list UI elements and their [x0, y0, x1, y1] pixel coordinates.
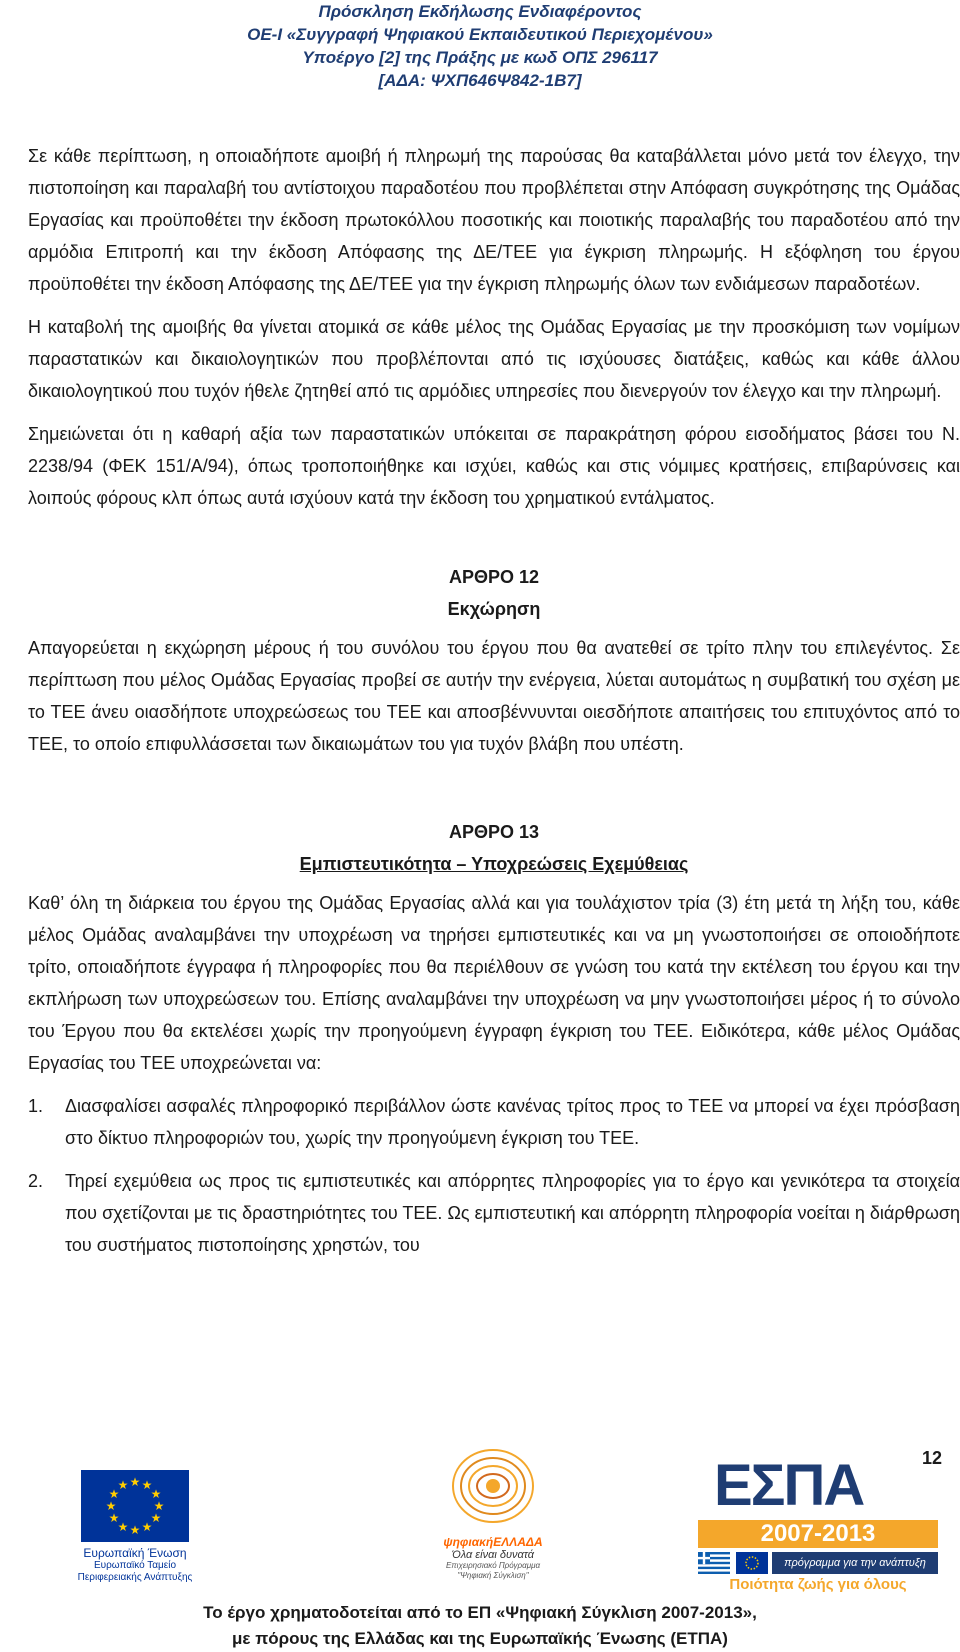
svg-text:★: ★ — [150, 1487, 162, 1501]
eu-caption-fund: Ευρωπαϊκό Ταμείο — [93, 1560, 177, 1571]
paragraph-assignment: Απαγορεύεται η εκχώρηση μέρους ή του συνόλου του έργου που θα ανατεθεί σε τρίτο πλην του επιλεγέντος. Σε περίπτωση που μέλος Ομάδας Εργασίας προβεί σε αυτήν την ενέργεια, λύεται αυτομάτως η συμβατική του σχέση με το ΤΕΕ άνευ οιασδήποτε υποχρεώσεως του ΤΕΕ και αποσβέννυνται οιεσδήποτε απαιτήσεις του επιτυχόντος από το ΤΕΕ, το οποίο επιφυλλάσσεται των δικαιωμάτων του για τυχόν βλάβη που υπέστη. — [28, 638, 960, 754]
page-number: 12 — [921, 1448, 942, 1468]
list-item-text: Διασφαλίσει ασφαλές πληροφορικό περιβάλλον ώστε κανένας τρίτος προς το ΤΕΕ να μπορεί να έχει πρόσβαση στο δίκτυο πληροφοριών του, χωρίς την προηγούμενη έγκριση του ΤΕΕ. — [65, 1096, 960, 1148]
eu-flag-small-icon — [736, 1552, 768, 1574]
list-item — [28, 1165, 960, 1261]
funding-footer — [0, 1600, 960, 1652]
eu-logo — [50, 1470, 220, 1584]
list-item-text: Τηρεί εχεμύθεια ως προς τις εμπιστευτικές και απόρρητες πληροφορίες για το έργο και γενικότερα τα στοιχεία που σχετίζονται με τις δραστηριότητες του ΤΕΕ. Ως εμπιστευτική και απόρρητη πληροφορία νοείται η διάρθρωση του συστήματος πιστοποίησης χρηστών, του — [65, 1171, 960, 1255]
digital-greece-swirl-icon — [438, 1440, 548, 1530]
svg-text:★: ★ — [105, 1499, 117, 1513]
svg-text:★: ★ — [129, 1523, 141, 1537]
greek-flag-icon — [698, 1552, 730, 1574]
header-line-3: Υποέργο [2] της Πράξης με κωδ ΟΠΣ 296117 — [302, 48, 658, 67]
logo-strip — [28, 1440, 932, 1593]
eu-caption-development: Περιφερειακής Ανάπτυξης — [77, 1572, 193, 1583]
svg-text:★: ★ — [129, 1475, 141, 1489]
espa-years: 2007-2013 — [698, 1520, 938, 1548]
digital-greece-program: Επιχειρησιακό Πρόγραμμα — [445, 1561, 541, 1570]
digital-greece-title: ψηφιακήΕΛΛΑΔΑ — [443, 1535, 543, 1549]
document-header — [0, 0, 960, 92]
svg-text:★: ★ — [108, 1511, 120, 1525]
digital-greece-slogan: Όλα είναι δυνατά — [451, 1549, 535, 1561]
paragraph-confidentiality: Καθ’ όλη τη διάρκεια του έργου της Ομάδας Εργασίας αλλά και για τουλάχιστον τρία (3) έτη μετά τη λήξη του, κάθε μέλος Ομάδας αναλαμβάνει την υποχρέωση να τηρήσει εμπιστευτικές και να μη γνωστοποιήσει σε οποιοδήποτε τρίτο, οποιαδήποτε έγγραφα ή πληροφορίες που θα περιέλθουν σε γνώση του κατά την εκτέλεση του έργου και την εκπλήρωση των υποχρεώσεων του. Επίσης αναλαμβάνει την υποχρέωση να μην γνωστοποιήσει μέρος ή το σύνολο του Έργου που θα εκτελέσει χωρίς την προηγούμενη έγγραφη έγκριση του ΤΕΕ. Ειδικότερα, κάθε μέλος Ομάδας Εργασίας του ΤΕΕ υποχρεώνεται να: — [28, 893, 960, 1073]
svg-text:★: ★ — [117, 1520, 129, 1534]
eu-caption-union: Ευρωπαϊκή Ένωση — [83, 1546, 187, 1560]
list-item-number: 2. — [28, 1171, 44, 1191]
footer-line-2: με πόρους της Ελλάδας και της Ευρωπαϊκής Ένωσης (ΕΤΠΑ) — [232, 1629, 728, 1648]
svg-text:★: ★ — [141, 1520, 153, 1534]
article-13-number: ΑΡΘΡΟ 13 — [448, 822, 540, 842]
document-body — [28, 140, 960, 1272]
article-13-title: Εμπιστευτικότητα – Υποχρεώσεις Εχεμύθειας — [299, 854, 689, 874]
espa-wordmark: ΕΣΠΑ — [714, 1453, 864, 1518]
paragraph-payment-conditions: Σε κάθε περίπτωση, η οποιαδήποτε αμοιβή ή πληρωμή της παρούσας θα καταβάλλεται μόνο μετά τον έλεγχο, την πιστοποίηση και παραλαβή του αντίστοιχου παραδοτέου που προβλέπεται στην Απόφαση συγκρότησης της Ομάδας Εργασίας και προϋποθέτει την έκδοση πρωτοκόλλου ποσοτικής και ποιοτικής παραλαβής του παραδοτέου από την αρμόδια Επιτροπή και την έκδοση Απόφασης της ΔΕ/ΤΕΕ για έγκριση πληρωμής. Η εξόφληση του έργου προϋποθέτει την έκδοση Απόφασης της ΔΕ/ΤΕΕ για την έγκριση πληρωμής όλων των ενδιάμεσων παραδοτέων. — [28, 146, 960, 294]
svg-text:★: ★ — [150, 1511, 162, 1525]
espa-program-tagline: πρόγραμμα για την ανάπτυξη — [772, 1552, 938, 1574]
svg-text:★: ★ — [108, 1487, 120, 1501]
paragraph-payment-method: Η καταβολή της αμοιβής θα γίνεται ατομικά σε κάθε μέλος της Ομάδας Εργασίας με την προσκόμιση των νομίμων παραστατικών και δικαιολογητικών που προβλέπονται από τις ισχύουσες διατάξεις, καθώς και κάθε άλλου δικαιολογητικού που τυχόν ήθελε ζητηθεί από τις αρμόδιες υπηρεσίες που διενεργούν τον έλεγχο και την πληρωμή. — [28, 317, 960, 401]
article-12-number: ΑΡΘΡΟ 12 — [448, 567, 540, 587]
paragraph-tax-withholding: Σημειώνεται ότι η καθαρή αξία των παραστατικών υπόκειται σε παρακράτηση φόρου εισοδήματος βάσει του Ν. 2238/94 (ΦΕΚ 151/Α/94), όπως τροποποιήθηκε και ισχύει, καθώς και στις νόμιμες κρατήσεις, επιβαρύνσεις και λοιπούς φόρους κλπ όπως αυτά ισχύουν κατά την έκδοση του χρηματικού εντάλματος. — [28, 424, 960, 508]
espa-quality-tagline: Ποιότητα ζωής για όλους — [729, 1576, 907, 1593]
list-item-number: 1. — [28, 1096, 44, 1116]
header-line-4: [ΑΔΑ: ΨΧΠ646Ψ842-1Β7] — [378, 71, 582, 90]
digital-greece-program-name: "Ψηφιακή Σύγκλιση" — [457, 1571, 529, 1580]
svg-text:★: ★ — [117, 1478, 129, 1492]
header-line-2: ΟΕ-Ι «Συγγραφή Ψηφιακού Εκπαιδευτικού Περιεχομένου» — [247, 25, 713, 44]
obligations-list — [28, 1090, 960, 1261]
eu-flag-icon — [81, 1470, 189, 1542]
list-item — [28, 1090, 960, 1154]
header-line-1: Πρόσκληση Εκδήλωσης Ενδιαφέροντος — [318, 2, 642, 21]
svg-text:★: ★ — [153, 1499, 165, 1513]
svg-text:★: ★ — [141, 1478, 153, 1492]
article-12-title: Εκχώρηση — [447, 599, 541, 619]
digital-greece-logo — [398, 1440, 588, 1581]
footer-line-1: Το έργο χρηματοδοτείται από το ΕΠ «Ψηφιακή Σύγκλιση 2007-2013», — [203, 1603, 757, 1622]
